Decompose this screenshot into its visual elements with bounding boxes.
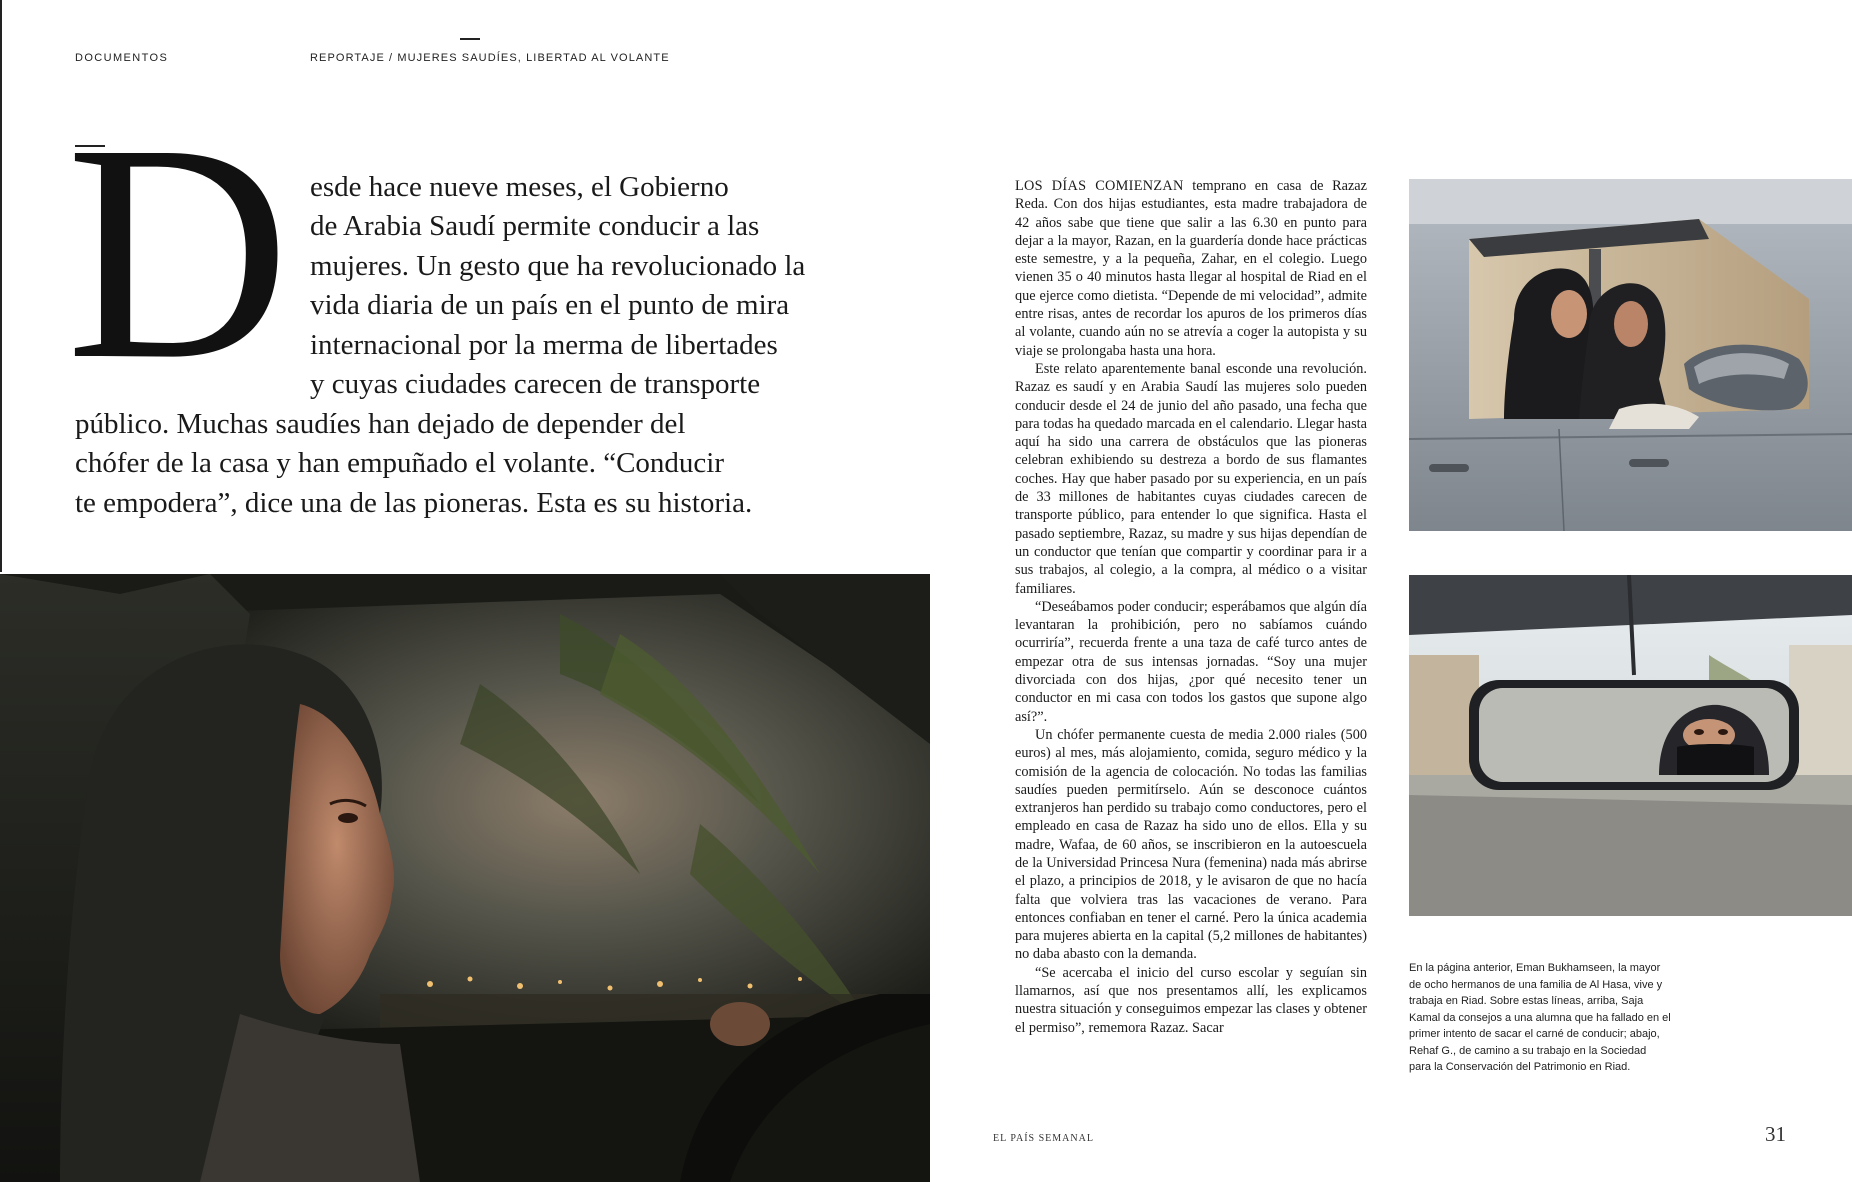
page-number: 31 bbox=[1765, 1122, 1786, 1146]
intro-line: chófer de la casa y han empuñado el volante. “Conducir bbox=[75, 447, 725, 479]
main-photo bbox=[0, 574, 930, 1182]
body-paragraph: “Deseábamos poder conducir; esperábamos que algún día levantaran la prohibición, pero no sabíamos cuándo ocurriría”, recuerda frente a una taza de café turco antes de empezar otra de sus intensas jornadas. “Soy una mujer divorciada con dos hijas, ¿por qué necesito tener un conductor en mi casa con todos los gastos que supone algo así?”. bbox=[1015, 598, 1367, 725]
body-paragraph: “Se acercaba el inicio del curso escolar y seguían sin llamarnos, así que nos presentamos allí, les explicamos nuestra situación y conseguimos empezar las clases y obtener el permiso”, rememora Razaz. Sacar bbox=[1015, 964, 1367, 1036]
intro-line: te empodera”, dice una de las pioneras. Esta es su historia. bbox=[75, 487, 753, 519]
photo-caption: En la página anterior, Eman Bukhamseen, la mayor de ocho hermanos de una familia de Al Hasa, vive y trabaja en Riad. Sobre estas líneas, arriba, Saja Kamal da consejos a una alumna que ha fallado en el primer intento de sacar el carné de conducir; abajo, Rehaf G., de camino a su trabajo en la Sociedad para la Conservación del Patrimonio en Riad. bbox=[1409, 962, 1671, 1073]
body-paragraph: LOS DÍAS COMIENZAN temprano en casa de Razaz Reda. Con dos hijas estudiantes, esta madre trabajadora de 42 años sabe que tiene que salir a las 6.30 en punto para dejar a la mayor, Razan, en la guardería donde hace prácticas este semestre, y a la pequeña, Zahar, en el colegio. Luego vienen 35 o 40 minutos hasta llegar al hospital de Riad en el que ejerce como dietista. “Depende de mi velocidad”, admite entre risas, antes de recordar los apuros de los primeros días al volante, cuando aún no se atrevía a coger la autopista y su viaje se prolongaba hasta una hora. bbox=[1015, 178, 1367, 359]
intro-line: de Arabia Saudí permite conducir a las bbox=[310, 210, 760, 242]
publication-name: EL PAÍS SEMANAL bbox=[993, 1133, 1094, 1144]
lead-in: LOS DÍAS COMIENZAN bbox=[1015, 178, 1184, 194]
intro-line: vida diaria de un país en el punto de mira bbox=[310, 289, 790, 321]
photo-rearview-mirror bbox=[1409, 575, 1852, 916]
section-label: DOCUMENTOS bbox=[75, 52, 169, 64]
drop-cap: D bbox=[66, 81, 290, 424]
intro-line: y cuyas ciudades carecen de transporte bbox=[310, 368, 761, 400]
page-edge-line bbox=[0, 0, 2, 572]
intro-line: esde hace nueve meses, el Gobierno bbox=[310, 171, 729, 203]
article-body bbox=[1015, 177, 1367, 1037]
kicker-label: REPORTAJE / MUJERES SAUDÍES, LIBERTAD AL VOLANTE bbox=[310, 52, 670, 64]
body-paragraph: Este relato aparentemente banal esconde una revolución. Razaz es saudí y en Arabia Saudí las mujeres solo pueden conducir desde el 24 de junio del año pasado, una fecha que para todas ha quedado marcada en el calendario. Llegar hasta aquí ha sido una carrera de obstáculos que las pioneras celebran exhibiendo su destreza a bordo de sus flamantes coches. Hay que haber pasado por su experiencia, en un país de 33 millones de habitantes cuyas ciudades carecen de transporte público, para entender lo que significa. Hasta el pasado septiembre, Razaz, su madre y sus hijas dependían de un conductor que tenían que compartir y coordinar para ir a sus trabajos, al colegio, a la compra, al médico o a visitar familiares. bbox=[1015, 360, 1367, 597]
intro-line: público. Muchas saudíes han dejado de depender del bbox=[75, 408, 686, 440]
photo-women-in-car bbox=[1409, 179, 1852, 531]
body-paragraph: Un chófer permanente cuesta de media 2.000 riales (500 euros) al mes, más alojamiento, comida, seguro médico y la comisión de la agencia de colocación. No todas las familias saudíes pueden permitírselo. Aún se desconoce cuántos extranjeros han perdido su trabajo como conductores, pero el empleado en casa de Razaz ha sido uno de ellos. Ella y su madre, Wafaa, de 60 años, se inscribieron en la autoescuela de la Universidad Princesa Nura (femenina) nada más abrirse el plazo, a principios de 2018, y le avisaron de que no hacía falta que volviera tras las vacaciones de verano. Para entonces confiaban en tener el carné. Pero la única academia para mujeres abierta en la capital (5,2 millones de habitantes) no daba abasto con la demanda. bbox=[1015, 726, 1367, 963]
top-dash bbox=[460, 38, 480, 40]
intro-line: mujeres. Un gesto que ha revolucionado la bbox=[310, 250, 806, 282]
intro-line: internacional por la merma de libertades bbox=[310, 329, 778, 361]
